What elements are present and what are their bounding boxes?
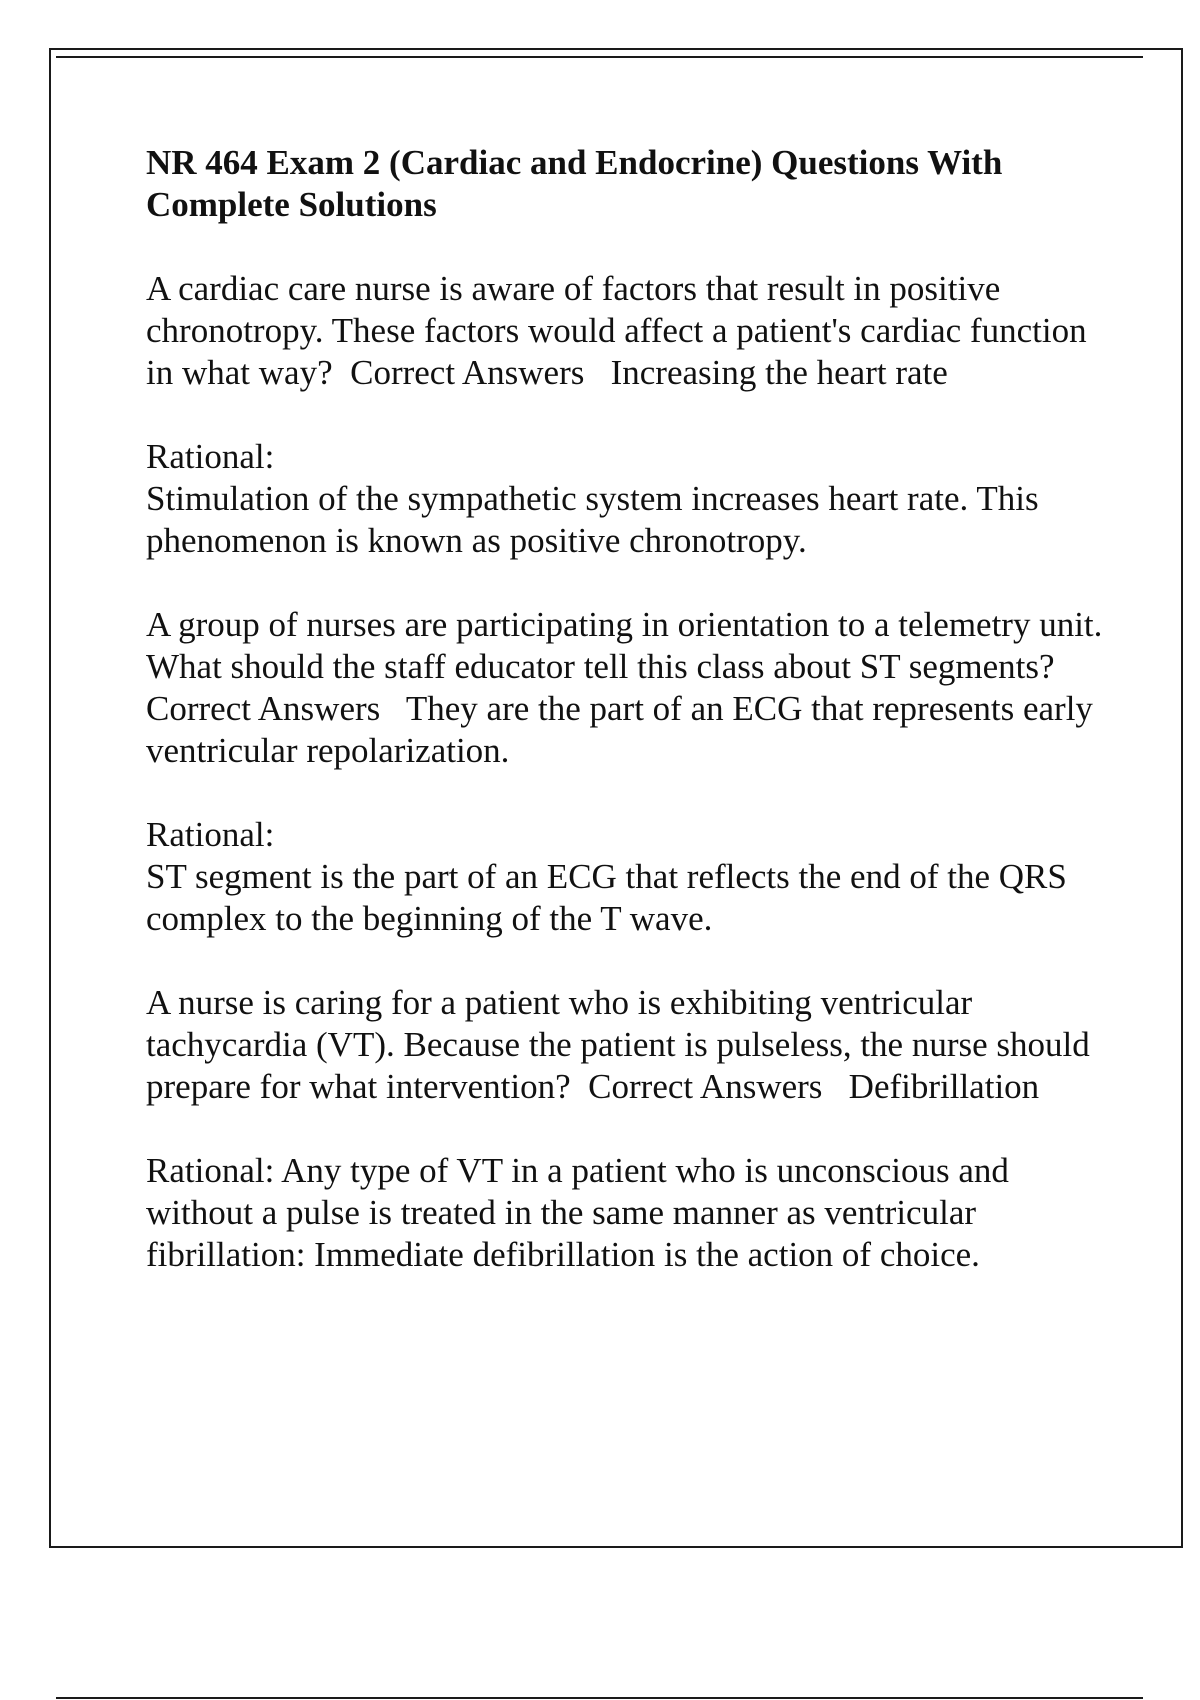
question-2: A group of nurses are participating in orientation to a telemetry unit. What should the staff educator tell this class about ST segments? Correct Answers They are the part of an ECG that represents early ventricular repolarization. — [146, 605, 1111, 770]
rationale-2: Rational: ST segment is the part of an ECG that reflects the end of the QRS complex to the beginning of the T wave. — [146, 815, 1067, 938]
footer-rule — [56, 1697, 1143, 1699]
document-body — [146, 142, 1111, 1318]
question-3: A nurse is caring for a patient who is exhibiting ventricular tachycardia (VT). Because the patient is pulseless, the nurse should prepare for what intervention? Correct Answers Defibrillation — [146, 983, 1099, 1106]
question-1: A cardiac care nurse is aware of factors that result in positive chronotropy. These factors would affect a patient's cardiac function in what way? Correct Answers Increasing the heart rate — [146, 269, 1096, 392]
rationale-1: Rational: Stimulation of the sympathetic system increases heart rate. This phenomenon is known as positive chronotropy. — [146, 437, 1039, 560]
rationale-3: Rational: Any type of VT in a patient who is unconscious and without a pulse is treated in the same manner as ventricular fibrillation: Immediate defibrillation is the action of choice. — [146, 1151, 1018, 1274]
document-title: NR 464 Exam 2 (Cardiac and Endocrine) Questions With Complete Solutions — [146, 143, 1003, 224]
header-rule — [56, 56, 1143, 58]
